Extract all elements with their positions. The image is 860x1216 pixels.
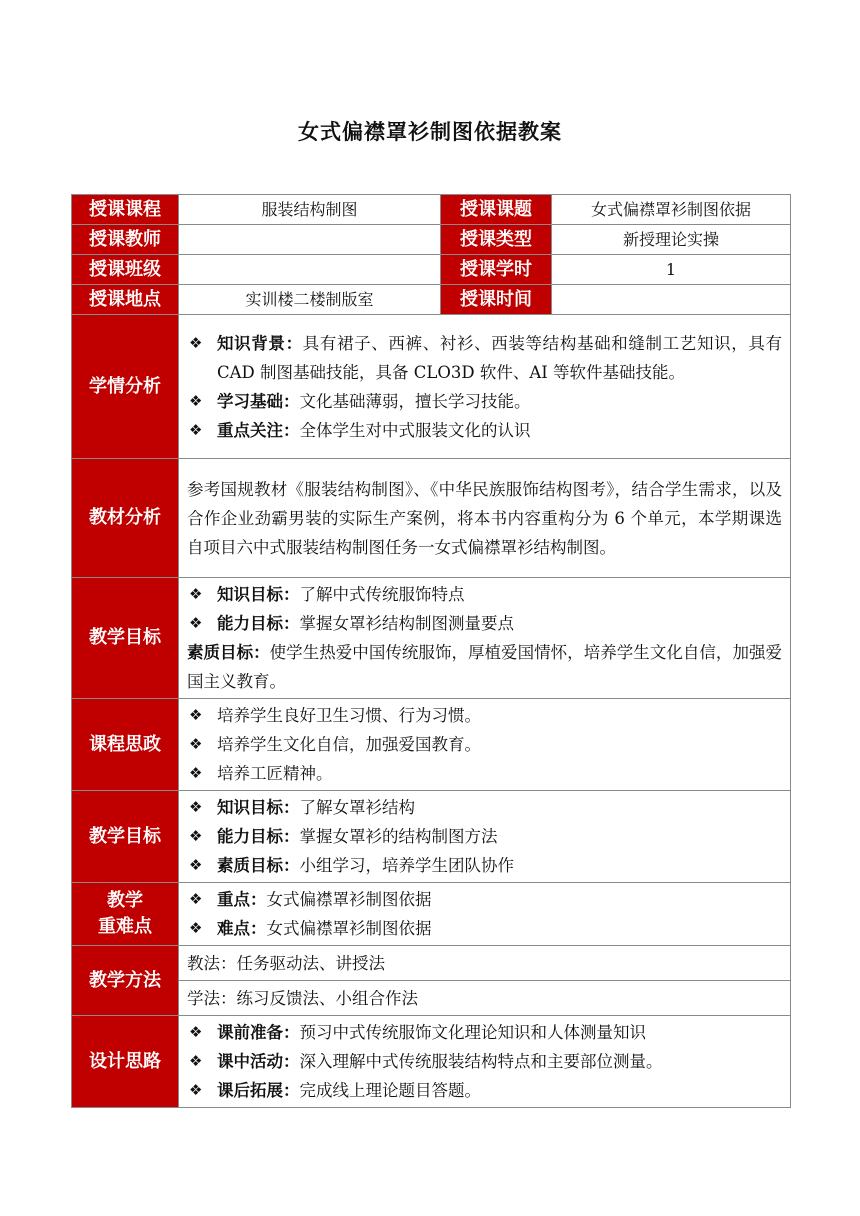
label-teacher: 授课教师: [72, 225, 179, 255]
item-key: 知识背景：: [217, 333, 303, 353]
value-topic: 女式偏襟罩衫制图依据: [552, 195, 791, 225]
item-key: 素质目标：: [217, 856, 300, 875]
textbook-analysis-text: 参考国规教材《服装结构制图》、《中华民族服饰结构图考》，结合学生需求，以及合作企业劲霸男装的实际生产案例，将本书内容重构分为 6 个单元，本学期课选自项目六中式服装结构制图任务一女式偏襟罩衫结构制图。: [179, 459, 791, 578]
teaching-goals-2-content: [179, 791, 791, 883]
label-hours: 授课学时: [441, 255, 552, 285]
item-key: 知识目标：: [217, 585, 300, 604]
item-key: 课中活动：: [217, 1052, 300, 1071]
list-item: [187, 793, 782, 822]
label-location: 授课地点: [72, 285, 179, 315]
list-item: [187, 329, 782, 387]
list-item: ❖ 培养学生良好卫生习惯、行为习惯。: [187, 701, 782, 730]
value-hours: 1: [552, 255, 791, 285]
item-text: 女式偏襟罩衫制图依据: [266, 890, 432, 909]
label-type: 授课类型: [441, 225, 552, 255]
item-text: 了解中式传统服饰特点: [299, 585, 465, 604]
value-teacher: [179, 225, 441, 255]
methods-learn: 学法：练习反馈法、小组合作法: [179, 981, 791, 1016]
item-key: 重点关注：: [217, 420, 300, 440]
label-time: 授课时间: [441, 285, 552, 315]
value-location: 实训楼二楼制版室: [179, 285, 441, 315]
item-key: 能力目标：: [217, 827, 300, 846]
info-row-location: [72, 285, 791, 315]
row-teaching-goals-1: [72, 578, 791, 699]
row-ideology: [72, 699, 791, 791]
key-difficult-content: [179, 883, 791, 946]
item-text: 预习中式传统服饰文化理论知识和人体测量知识: [299, 1023, 646, 1042]
item-text: 女式偏襟罩衫制图依据: [266, 919, 432, 938]
list-item: [187, 638, 782, 696]
value-type: 新授理论实操: [552, 225, 791, 255]
row-key-difficult: [72, 883, 791, 946]
item-text: 完成线上理论题目答题。: [299, 1081, 481, 1100]
label-teaching-goals-1: 教学目标: [72, 578, 179, 699]
item-text: 掌握女罩衫结构制图测量要点: [299, 614, 514, 633]
list-item: [187, 822, 782, 851]
row-methods-learn: [72, 981, 791, 1016]
list-item: [187, 851, 782, 880]
list-item: [187, 1076, 782, 1105]
list-item: ❖ 培养学生文化自信，加强爱国教育。: [187, 730, 782, 759]
item-text: 深入理解中式传统服装结构特点和主要部位测量。: [299, 1052, 663, 1071]
info-row-class: [72, 255, 791, 285]
list-item: [187, 914, 782, 943]
label-line-1: 教学: [107, 890, 143, 911]
item-key: 知识目标：: [217, 798, 300, 817]
item-text: 掌握女罩衫的结构制图方法: [299, 827, 498, 846]
list-item: [187, 1018, 782, 1047]
info-row-course: [72, 195, 791, 225]
value-course: 服装结构制图: [179, 195, 441, 225]
label-class: 授课班级: [72, 255, 179, 285]
item-text: 具有裙子、西裤、衬衫、西装等结构基础和缝制工艺知识，具有 CAD 制图基础技能，具备 CLO3D 软件、AI 等软件基础技能。: [217, 333, 782, 382]
list-item: [187, 387, 782, 416]
ideology-content: [179, 699, 791, 791]
methods-teach: 教法：任务驱动法、讲授法: [179, 946, 791, 981]
value-class: [179, 255, 441, 285]
row-textbook-analysis: [72, 459, 791, 578]
label-design: 设计思路: [72, 1016, 179, 1108]
list-item: ❖ 培养工匠精神。: [187, 759, 782, 788]
item-key: 能力目标：: [217, 614, 300, 633]
design-content: [179, 1016, 791, 1108]
row-methods-teach: [72, 946, 791, 981]
list-item: [187, 609, 782, 638]
item-key: 学习基础：: [217, 391, 300, 411]
item-key: 课前准备：: [217, 1023, 300, 1042]
list-item: [187, 416, 782, 445]
student-analysis-content: [179, 315, 791, 459]
info-row-teacher: [72, 225, 791, 255]
item-text: 使学生热爱中国传统服饰，厚植爱国情怀，培养学生文化自信，加强爱国主义教育。: [187, 643, 783, 691]
lesson-plan-table: [71, 194, 791, 1108]
label-course: 授课课程: [72, 195, 179, 225]
label-methods: 教学方法: [72, 946, 179, 1016]
row-design: [72, 1016, 791, 1108]
list-item: [187, 580, 782, 609]
list-item: [187, 1047, 782, 1076]
item-key: 难点：: [217, 919, 267, 938]
label-line-2: 重难点: [98, 916, 152, 937]
label-ideology: 课程思政: [72, 699, 179, 791]
item-key: 课后拓展：: [217, 1081, 300, 1100]
row-student-analysis: [72, 315, 791, 459]
list-item: [187, 885, 782, 914]
row-teaching-goals-2: [72, 791, 791, 883]
page-title: 女式偏襟罩衫制图依据教案: [298, 120, 562, 144]
label-key-difficult: [72, 883, 179, 946]
value-time: [552, 285, 791, 315]
item-text: 了解女罩衫结构: [299, 798, 415, 817]
label-textbook-analysis: 教材分析: [72, 459, 179, 578]
label-teaching-goals-2: 教学目标: [72, 791, 179, 883]
item-key: 素质目标：: [187, 643, 270, 662]
teaching-goals-1-content: [179, 578, 791, 699]
item-text: 文化基础薄弱，擅长学习技能。: [299, 391, 531, 411]
label-topic: 授课课题: [441, 195, 552, 225]
item-key: 重点：: [217, 890, 267, 909]
item-text: 小组学习，培养学生团队协作: [299, 856, 514, 875]
item-text: 全体学生对中式服装文化的认识: [299, 420, 531, 440]
label-student-analysis: 学情分析: [72, 315, 179, 459]
